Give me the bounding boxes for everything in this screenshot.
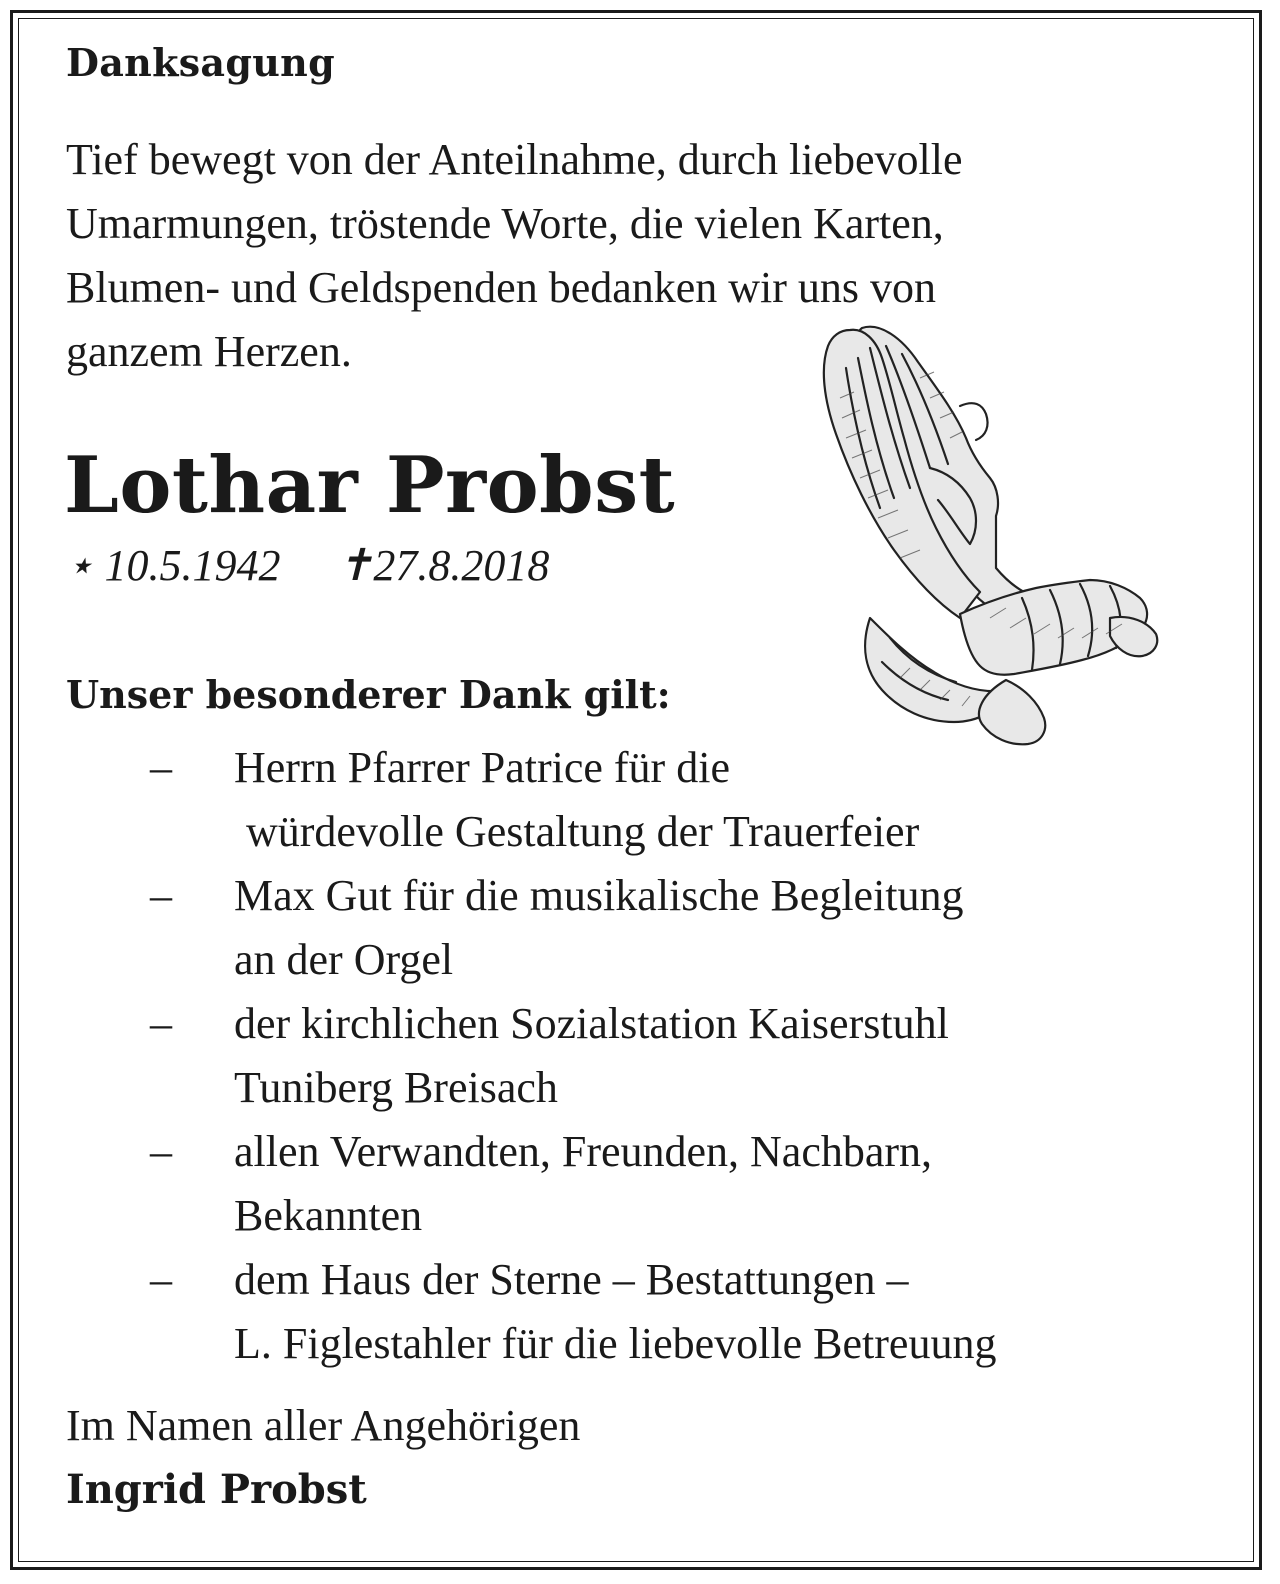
signature: Ingrid Probst xyxy=(66,1466,367,1513)
thanks-heading: Unser besonderer Dank gilt: xyxy=(66,672,671,717)
list-item-line: würdevolle Gestaltung der Trauerfeier xyxy=(246,807,920,856)
intro-line: Tief bewegt von der Anteilnahme, durch liebevolle xyxy=(66,135,963,184)
death-date: ✝27.8.2018 xyxy=(336,541,550,590)
list-item-line: Max Gut für die musikalische Begleitung xyxy=(234,871,964,920)
list-item-line: allen Verwandten, Freunden, Nachbarn, xyxy=(234,1127,933,1176)
list-dash: – xyxy=(150,743,172,792)
list-item-line: Tuniberg Breisach xyxy=(234,1063,558,1112)
list-item-line: dem Haus der Sterne – Bestattungen – xyxy=(234,1255,909,1304)
list-dash: – xyxy=(150,1255,172,1304)
list-item-line: L. Figlestahler für die liebevolle Betreuung xyxy=(234,1319,997,1368)
list-item-line: Bekannten xyxy=(234,1191,423,1240)
intro-line: Umarmungen, tröstende Worte, die vielen Karten, xyxy=(66,199,944,248)
birth-date: ⋆ 10.5.1942 xyxy=(66,541,281,590)
list-item xyxy=(0,992,1200,1120)
life-dates xyxy=(66,540,549,591)
list-dash: – xyxy=(150,999,172,1048)
intro-line: ganzem Herzen. xyxy=(66,327,352,376)
list-item xyxy=(0,864,1200,992)
list-dash: – xyxy=(150,1127,172,1176)
list-item xyxy=(0,1248,1200,1376)
list-item-line: an der Orgel xyxy=(234,935,454,984)
intro-line: Blumen- und Geldspenden bedanken wir uns von xyxy=(66,263,937,312)
closing-line: Im Namen aller Angehörigen xyxy=(66,1401,581,1450)
thanks-list xyxy=(0,736,1200,1376)
list-item-line: Herrn Pfarrer Patrice für die xyxy=(234,743,730,792)
heading: Danksagung xyxy=(66,40,335,85)
praying-hands-icon xyxy=(810,318,1160,748)
deceased-name: Lothar Probst xyxy=(64,440,676,531)
list-item xyxy=(0,736,1200,864)
list-item xyxy=(0,1120,1200,1248)
list-dash: – xyxy=(150,871,172,920)
list-item-line: der kirchlichen Sozialstation Kaiserstuhl xyxy=(234,999,949,1048)
